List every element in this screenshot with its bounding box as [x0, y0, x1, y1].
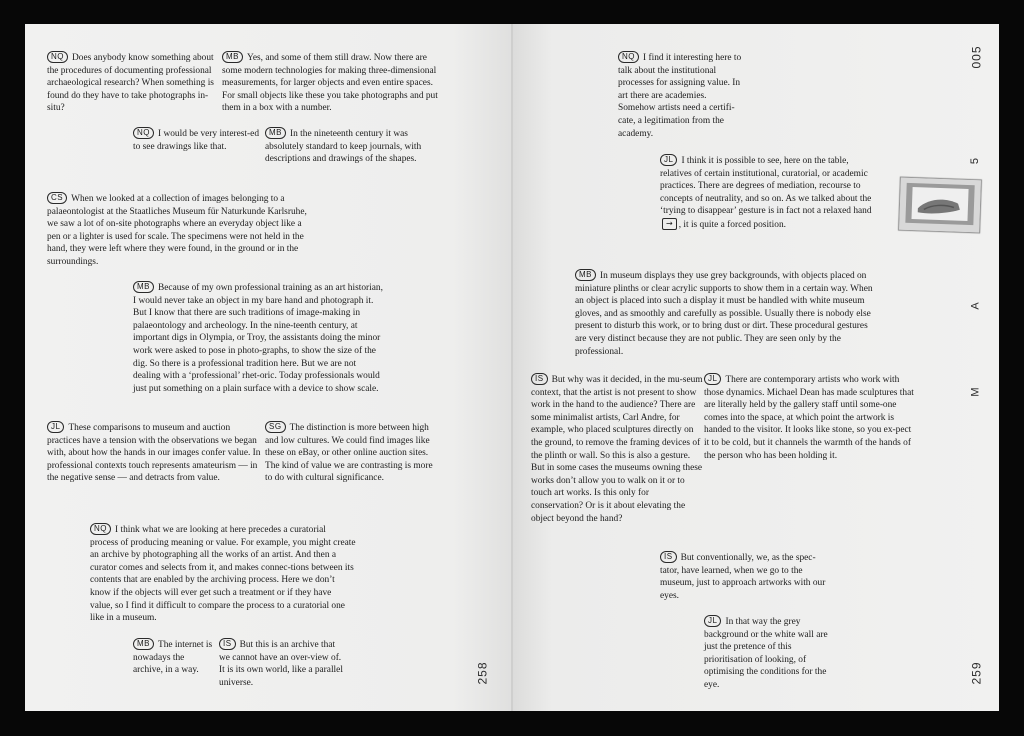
side-title-letter: M: [969, 387, 982, 397]
dialogue-block: [133, 638, 215, 677]
speaker-tag: JL: [660, 154, 677, 166]
side-title-letter: 5: [969, 157, 982, 165]
speaker-tag: IS: [660, 551, 677, 563]
left-page: [25, 24, 511, 711]
page-number: 259: [969, 661, 984, 685]
speaker-tag: MB: [133, 281, 154, 293]
section-number: 005: [969, 45, 984, 69]
speaker-tag: IS: [531, 373, 548, 385]
dialogue-text: In museum displays they use grey backgrounds, with objects placed on miniature plinths or clear acrylic supports to show them in a certain way. When an object is placed into such a display it must be handled with white museum gloves, and as smoothly and carefully as possible. Usually there is nobody else present to disturb this work, or to bring dust or dirt. These procedural gestures are very distinct because they are not public. They are seen only by the professional.: [575, 271, 873, 357]
dialogue-block: [704, 373, 918, 462]
dialogue-block: [265, 127, 433, 166]
speaker-tag: NQ: [90, 523, 111, 535]
side-title-letter: A: [969, 302, 982, 310]
speaker-tag: NQ: [47, 51, 68, 63]
speaker-tag: IS: [219, 638, 236, 650]
dialogue-text: , it is quite a forced position.: [678, 219, 786, 230]
dialogue-text: There are contemporary artists who work with those dynamics. Michael Dean has made sculptures that are literally held by the gallery staff until some-one comes into the space, at which point the artwork is handed to the visitor. It looks like stone, so you ex-pect it to be cold, but it channels the warmth of the hands of the person who has been holding it.: [704, 375, 914, 461]
dialogue-text: Because of my own professional training as an art historian, I would never take an object in my bare hand and photograph it. But I know that there are such traditions of image-making in palaeontology and archeology. In the nine-teenth century, at important digs in Olympia, or Troy, the assistants doing the minor work were asked to pose in photo-graphs, to show the size of the dig. So there is a professional tradition here. But we are not dealing with a ‘professional’ rhet-oric. Today professionals would just put something on a plain surface with a device to show scale.: [133, 283, 383, 394]
dialogue-block: [90, 523, 356, 625]
dialogue-block: [222, 51, 438, 115]
speaker-tag: MB: [265, 127, 286, 139]
dialogue-text: In the nineteenth century it was absolutely standard to keep journals, with descriptions and drawings of the shapes.: [265, 129, 422, 165]
speaker-tag: MB: [575, 269, 596, 281]
hand-photo-icon: [899, 178, 981, 233]
speaker-tag: CS: [47, 192, 67, 204]
dialogue-text: But conventionally, we, as the spec-tator, have learned, when we go to the museum, just to approach artworks with our eyes.: [660, 553, 826, 601]
dialogue-text: The distinction is more between high and low cultures. We could find images like these on eBay, or other online auction sites. The kind of value we are contrasting is more to do with cultural significance.: [265, 423, 433, 484]
dialogue-text: In that way the grey background or the white wall are just the pretence of this prioritisation of looking, of optimising the conditions for the eye.: [704, 617, 828, 690]
dialogue-block: [704, 615, 828, 692]
dialogue-block: [660, 551, 830, 602]
speaker-tag: SG: [265, 421, 286, 433]
page-number: 258: [475, 661, 490, 685]
dialogue-block: [133, 281, 383, 395]
dialogue-block: [618, 51, 746, 140]
dialogue-block: [265, 421, 441, 485]
speaker-tag: MB: [222, 51, 243, 63]
dialogue-text: I think what we are looking at here precedes a curatorial process of producing meaning or value. For example, you might create an archive by photographing all the works of an artist. And then a curator comes and selects from it, and makes connec-tions between its contents that are enabled by the archiving process. Here we don’t know if the objects will ever get such a treatment or if they have value, so I find it difficult to compare the process to a curatorial one like in a museum.: [90, 525, 356, 624]
dialogue-text: Yes, and some of them still draw. Now there are some modern technologies for making three-dimensional measurements, for larger objects and even entire spaces. For small objects like these you take photographs and put them in a box with a number.: [222, 53, 438, 114]
hand-photo-thumbnail: [898, 177, 982, 234]
dialogue-block: [660, 154, 872, 232]
dialogue-block: [219, 638, 347, 689]
speaker-tag: JL: [47, 421, 64, 433]
dialogue-block: [531, 373, 703, 525]
dialogue-block: [133, 127, 261, 153]
dialogue-text: I think it is possible to see, here on the table, relatives of certain institutional, curatorial, or academic practices. There are degrees of mediation, recourse to concepts of neutrality, and so on. As we talked about the ‘trying to disappear’ gesture is in fact not a relaxed hand: [660, 156, 872, 217]
dialogue-text: But this is an archive that we cannot have an over-view of. It is its own world, like a parallel universe.: [219, 640, 343, 688]
speaker-tag: MB: [133, 638, 154, 650]
dialogue-text: But why was it decided, in the mu-seum context, that the artist is not present to show work in the hand to the audience? There are some minimalist artists, Carl Andre, for example, who placed sculptures directly on the ground, to remove the framing devices of the plinth or wall. So this is also a gesture. But in some cases the museums owning these works don’t allow you to walk on it or to touch art works. Is this only for conservation? Or is it about elevating the object beyond the hand?: [531, 375, 703, 524]
speaker-tag: NQ: [133, 127, 154, 139]
dialogue-block: [47, 51, 222, 115]
right-page: [513, 24, 999, 711]
dialogue-text: Does anybody know something about the procedures of documenting professional archaeological research? When something is found do they have to take photographs in-situ?: [47, 53, 214, 114]
speaker-tag: JL: [704, 373, 721, 385]
speaker-tag: NQ: [618, 51, 639, 63]
speaker-tag: JL: [704, 615, 721, 627]
dialogue-block: [47, 421, 263, 485]
dialogue-text: The internet is nowadays the archive, in a way.: [133, 640, 213, 676]
dialogue-text: I find it interesting here to talk about the institutional processes for assigning value. In art there are academies. Somehow artists need a certifi-cate, a legitimation from the academy.: [618, 53, 742, 139]
dialogue-text: These comparisons to museum and auction practices have a tension with the observations we began with, about how the hands in our images confer value. In professional contexts touch represents amateurism — in the negative sense — and detracts from value.: [47, 423, 261, 484]
dialogue-text: When we looked at a collection of images belonging to a palaeontologist at the Staatliches Museum für Naturkunde Karlsruhe, we saw a lot of on-site photographs where an everyday object like a pen or a lighter is used for scale. The specimens were not held in the hand, they were left where they were found, in the ground or in the surroundings.: [47, 194, 307, 267]
arrow-icon: →: [662, 218, 677, 230]
dialogue-block: [47, 192, 311, 269]
dialogue-text: I would be very interest-ed to see drawings like that.: [133, 129, 260, 152]
dialogue-block: [575, 269, 875, 358]
